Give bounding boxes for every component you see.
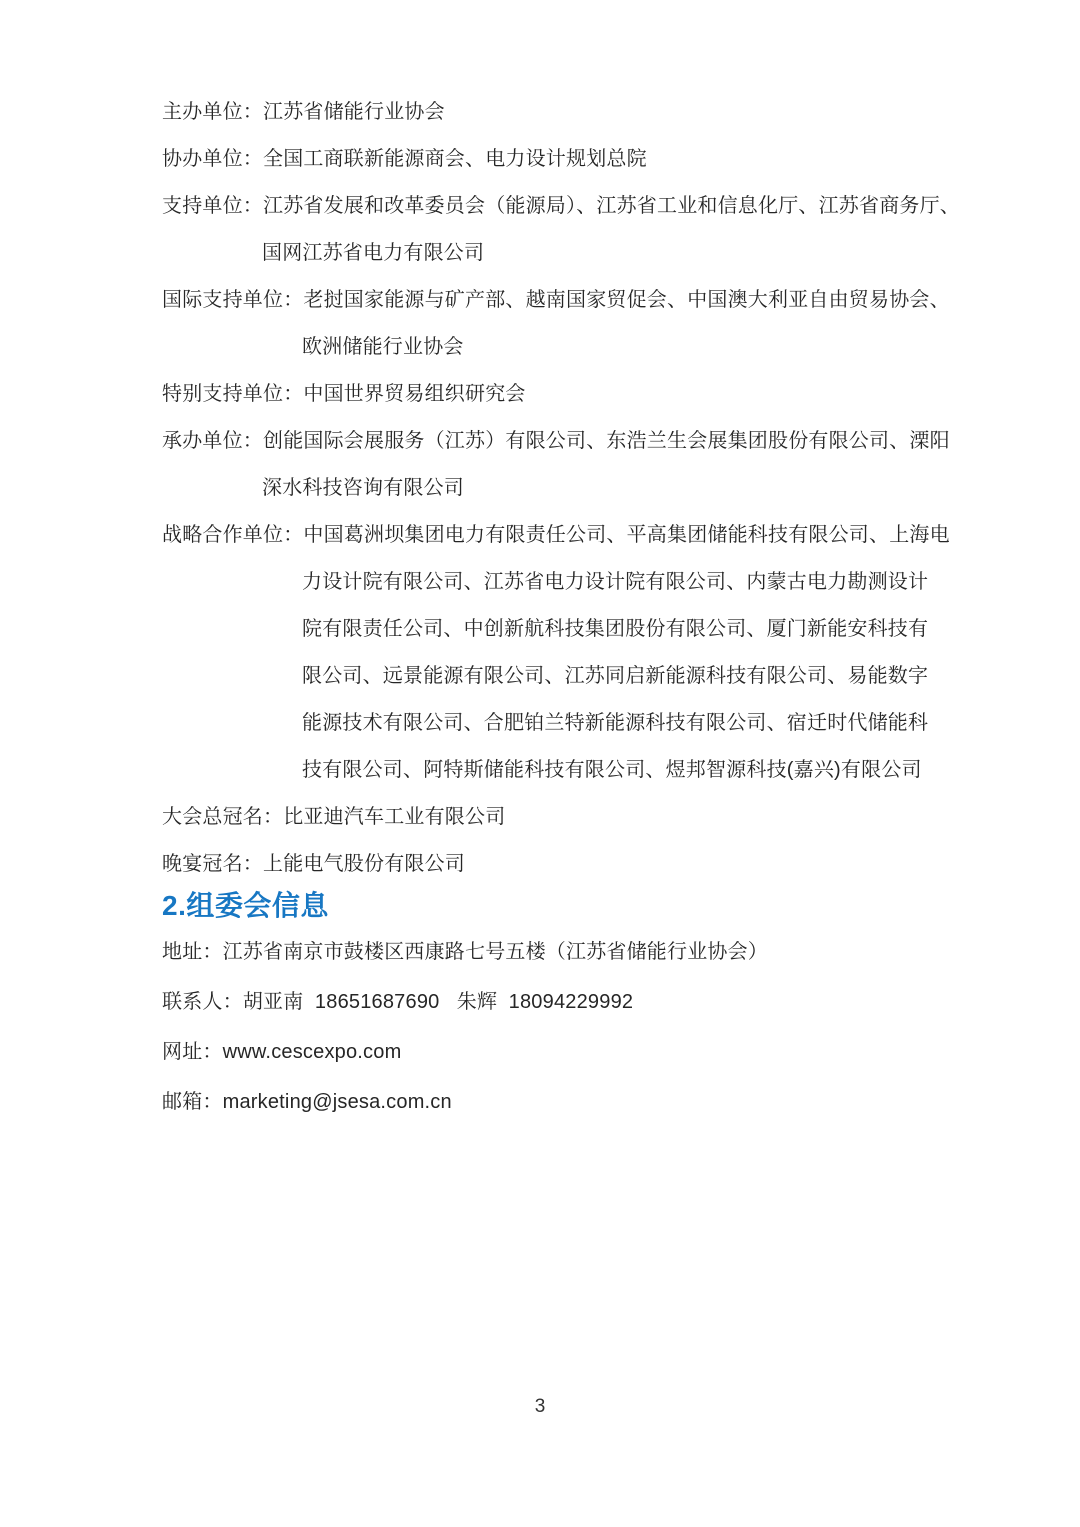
field-value: 院有限责任公司、中创新航科技集团股份有限公司、厦门新能安科技有 <box>302 618 929 640</box>
org-entry-undertaker <box>162 418 962 512</box>
field-value: 中国葛洲坝集团电力有限责任公司、平高集团储能科技有限公司、上海电 <box>303 524 950 546</box>
text-line <box>162 371 962 418</box>
field-label: 战略合作单位： <box>162 524 304 546</box>
field-value: 江苏省南京市鼓楼区西康路七号五楼（江苏省储能行业协会） <box>222 941 769 963</box>
field-value: 中国世界贸易组织研究会 <box>303 383 526 405</box>
field-label: 特别支持单位： <box>162 383 304 405</box>
field-label: 承办单位： <box>162 430 263 452</box>
field-value: 江苏省发展和改革委员会（能源局）、江苏省工业和信息化厅、江苏省商务厅、 <box>263 195 960 217</box>
section-heading-committee-info: 2.组委会信息 <box>162 890 329 921</box>
field-label: 主办单位： <box>162 101 263 123</box>
field-label: 大会总冠名： <box>162 806 284 828</box>
text-line <box>162 89 962 136</box>
text-line <box>162 653 962 700</box>
committee-info <box>162 927 962 1127</box>
org-entry-host <box>162 89 962 136</box>
org-entry-strategic-partners <box>162 512 962 794</box>
field-value: 欧洲储能行业协会 <box>302 336 464 358</box>
text-line <box>162 277 962 324</box>
field-value: 技有限公司、阿特斯储能科技有限公司、煜邦智源科技(嘉兴)有限公司 <box>302 759 922 781</box>
committee-email-line <box>162 1077 962 1127</box>
field-value: 江苏省储能行业协会 <box>263 101 445 123</box>
org-entry-supporting <box>162 183 962 277</box>
field-value: 力设计院有限公司、江苏省电力设计院有限公司、内蒙古电力勘测设计 <box>302 571 929 593</box>
email-address: marketing@jsesa.com.cn <box>222 1091 452 1113</box>
field-value: 全国工商联新能源商会、电力设计规划总院 <box>263 148 647 170</box>
field-value: 老挝国家能源与矿产部、越南国家贸促会、中国澳大利亚自由贸易协会、 <box>303 289 950 311</box>
org-entry-international-supporting <box>162 277 962 371</box>
field-value: 国网江苏省电力有限公司 <box>262 242 485 264</box>
text-line <box>162 136 962 183</box>
page-content <box>162 0 962 1127</box>
text-line <box>162 747 962 794</box>
text-line <box>162 559 962 606</box>
field-label: 协办单位： <box>162 148 263 170</box>
field-label: 晚宴冠名： <box>162 853 263 875</box>
field-label: 邮箱： <box>162 1091 223 1113</box>
page-number: 3 <box>534 1396 546 1417</box>
field-value: 上能电气股份有限公司 <box>263 853 465 875</box>
field-label: 支持单位： <box>162 195 263 217</box>
text-line <box>162 418 962 465</box>
text-line <box>162 606 962 653</box>
field-value: 创能国际会展服务（江苏）有限公司、东浩兰生会展集团股份有限公司、溧阳 <box>263 430 950 452</box>
field-value: 比亚迪汽车工业有限公司 <box>283 806 506 828</box>
org-entry-title-sponsor <box>162 794 962 841</box>
org-entry-banquet-sponsor <box>162 841 962 888</box>
field-label: 国际支持单位： <box>162 289 304 311</box>
text-line <box>162 841 962 888</box>
website-url: www.cescexpo.com <box>222 1041 402 1063</box>
committee-website-line <box>162 1027 962 1077</box>
text-line <box>162 794 962 841</box>
org-entry-coorganizer <box>162 136 962 183</box>
field-label: 网址： <box>162 1041 223 1063</box>
text-line <box>162 183 962 230</box>
text-line <box>162 324 962 371</box>
field-value: 深水科技咨询有限公司 <box>262 477 464 499</box>
field-label: 联系人： <box>162 991 243 1013</box>
field-value: 胡亚南 18651687690 朱辉 18094229992 <box>242 991 634 1013</box>
field-label: 地址： <box>162 941 223 963</box>
text-line <box>162 465 962 512</box>
text-line <box>162 512 962 559</box>
field-value: 限公司、远景能源有限公司、江苏同启新能源科技有限公司、易能数字 <box>302 665 929 687</box>
page-footer <box>0 1396 1080 1418</box>
committee-contacts-line <box>162 977 962 1027</box>
organizer-list <box>162 0 962 888</box>
text-line <box>162 230 962 277</box>
text-line <box>162 700 962 747</box>
field-value: 能源技术有限公司、合肥铂兰特新能源科技有限公司、宿迁时代储能科 <box>302 712 929 734</box>
committee-address-line <box>162 927 962 977</box>
org-entry-special-supporting <box>162 371 962 418</box>
